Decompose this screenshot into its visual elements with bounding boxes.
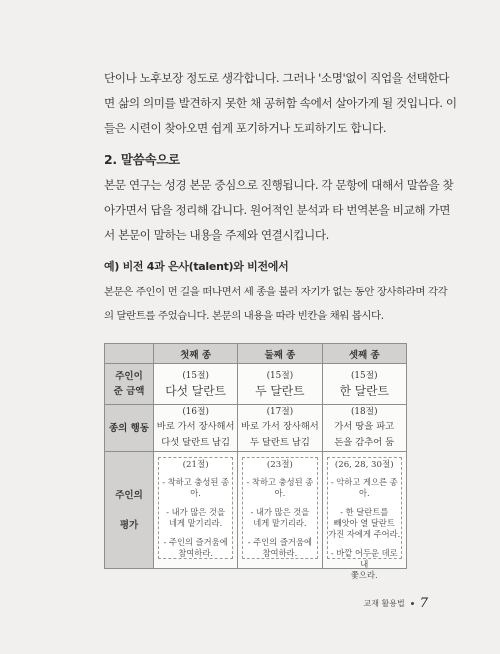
paragraph-1 bbox=[104, 66, 457, 141]
answer-item: - 착하고 충성된 종아. bbox=[246, 477, 314, 498]
table-header: 셋째 종 bbox=[322, 344, 406, 364]
verse-ref: (17절) bbox=[266, 407, 294, 417]
verse-ref: (15절) bbox=[182, 371, 209, 381]
verse-ref: (21절) bbox=[182, 460, 209, 470]
table-cell bbox=[154, 364, 238, 405]
table-header: 첫째 종 bbox=[154, 344, 238, 364]
cell-value: 두 달란트 bbox=[255, 384, 305, 398]
table-row bbox=[105, 452, 407, 569]
table-cell bbox=[238, 405, 322, 452]
text-line: 본문은 주인이 먼 길을 떠나면서 세 종을 불러 자기가 없는 동안 장사하라며 각각 bbox=[104, 286, 448, 298]
text-line: 면 삶의 의미를 발견하지 못한 채 공허함 속에서 살아가게 될 것입니다. 이 bbox=[104, 96, 457, 110]
answer-box bbox=[158, 457, 233, 559]
paragraph-2 bbox=[104, 173, 454, 248]
cell-line: 다섯 달란트 남김 bbox=[161, 437, 231, 448]
verse-ref: (15절) bbox=[266, 371, 294, 381]
cell-line: 돈을 감추어 둠 bbox=[334, 437, 395, 448]
footer-label: 교재 활용법 bbox=[363, 599, 405, 608]
row-header-line: 주인이 bbox=[115, 371, 143, 382]
cell-line: 가서 땅을 파고 bbox=[334, 421, 395, 432]
table-corner-cell bbox=[105, 344, 154, 364]
text-line: 들은 시련이 찾아오면 쉽게 포기하거나 도피하기도 합니다. bbox=[104, 121, 387, 135]
answer-item: - 주인의 즐거움에 참여하라. bbox=[163, 537, 228, 558]
answer-item: - 착하고 충성된 종아. bbox=[162, 477, 230, 498]
table-row bbox=[105, 364, 407, 405]
row-header-line: 준 금액 bbox=[113, 386, 145, 397]
answer-item: - 한 달란트를 빼앗아 열 달란트 가진 자에게 주어라. bbox=[328, 507, 401, 539]
answer-item: - 주인의 즐거움에 참여하라. bbox=[247, 537, 312, 558]
table-header: 둘째 종 bbox=[238, 344, 322, 364]
verse-ref: (16절) bbox=[182, 407, 209, 417]
bullet-icon bbox=[411, 602, 414, 605]
table-header-row bbox=[105, 344, 407, 364]
table-cell bbox=[322, 405, 406, 452]
answer-item: - 바깥 어두운 데로 내 쫓으라. bbox=[330, 548, 398, 580]
section-heading: 2. 말씀속으로 bbox=[104, 152, 180, 167]
verse-ref: (23절) bbox=[266, 460, 293, 470]
table-row bbox=[105, 405, 407, 452]
table-cell bbox=[322, 452, 406, 580]
verse-ref: (15절) bbox=[350, 371, 378, 381]
text-line: 본문 연구는 성경 본문 중심으로 진행됩니다. 각 문항에 대해서 말씀을 찾 bbox=[104, 178, 454, 192]
text-line: 단이나 노후보장 정도로 생각합니다. 그러나 '소명'없이 직업을 선택한다 bbox=[104, 71, 450, 85]
cell-line: 바로 가서 장사해서 bbox=[156, 421, 235, 432]
page-number: 7 bbox=[419, 596, 428, 611]
table-cell bbox=[238, 452, 322, 569]
answer-item: - 내가 많은 것을 네게 맡기리라. bbox=[166, 507, 226, 528]
text-line: 아가면서 답을 정리해 갑니다. 원어적인 분석과 타 번역본을 비교해 가면 bbox=[104, 203, 451, 217]
paragraph-3 bbox=[104, 280, 448, 328]
page-footer bbox=[364, 596, 428, 611]
text-line: 의 달란트를 주었습니다. 본문의 내용을 따라 빈칸을 채워 봅시다. bbox=[104, 310, 384, 322]
cell-value: 다섯 달란트 bbox=[165, 384, 226, 398]
cell-line: 두 달란트 남김 bbox=[250, 437, 310, 448]
row-header bbox=[105, 364, 154, 405]
table-cell bbox=[238, 364, 322, 405]
answer-box bbox=[327, 457, 402, 580]
cell-line: 바로 가서 장사해서 bbox=[241, 421, 319, 432]
talent-table bbox=[104, 343, 407, 580]
example-heading: 예) 비전 4과 은사(talent)와 비전에서 bbox=[104, 260, 289, 273]
answer-box bbox=[242, 457, 317, 559]
table-cell bbox=[154, 405, 238, 452]
row-header: 종의 행동 bbox=[105, 405, 154, 452]
verse-ref: (18절) bbox=[350, 407, 378, 417]
verse-ref: (26, 28, 30절) bbox=[334, 460, 394, 470]
row-header bbox=[105, 452, 154, 569]
row-header-line: 평가 bbox=[119, 519, 139, 531]
text-line: 서 본문이 말하는 내용을 주제와 연결시킵니다. bbox=[104, 228, 329, 242]
row-header-line: 주인의 bbox=[115, 489, 143, 501]
table-cell bbox=[154, 452, 238, 569]
cell-value: 한 달란트 bbox=[339, 384, 389, 398]
table-cell bbox=[322, 364, 406, 405]
answer-item: - 내가 많은 것을 네게 맡기리라. bbox=[250, 507, 310, 528]
answer-item: - 악하고 게으른 종아. bbox=[330, 477, 398, 498]
